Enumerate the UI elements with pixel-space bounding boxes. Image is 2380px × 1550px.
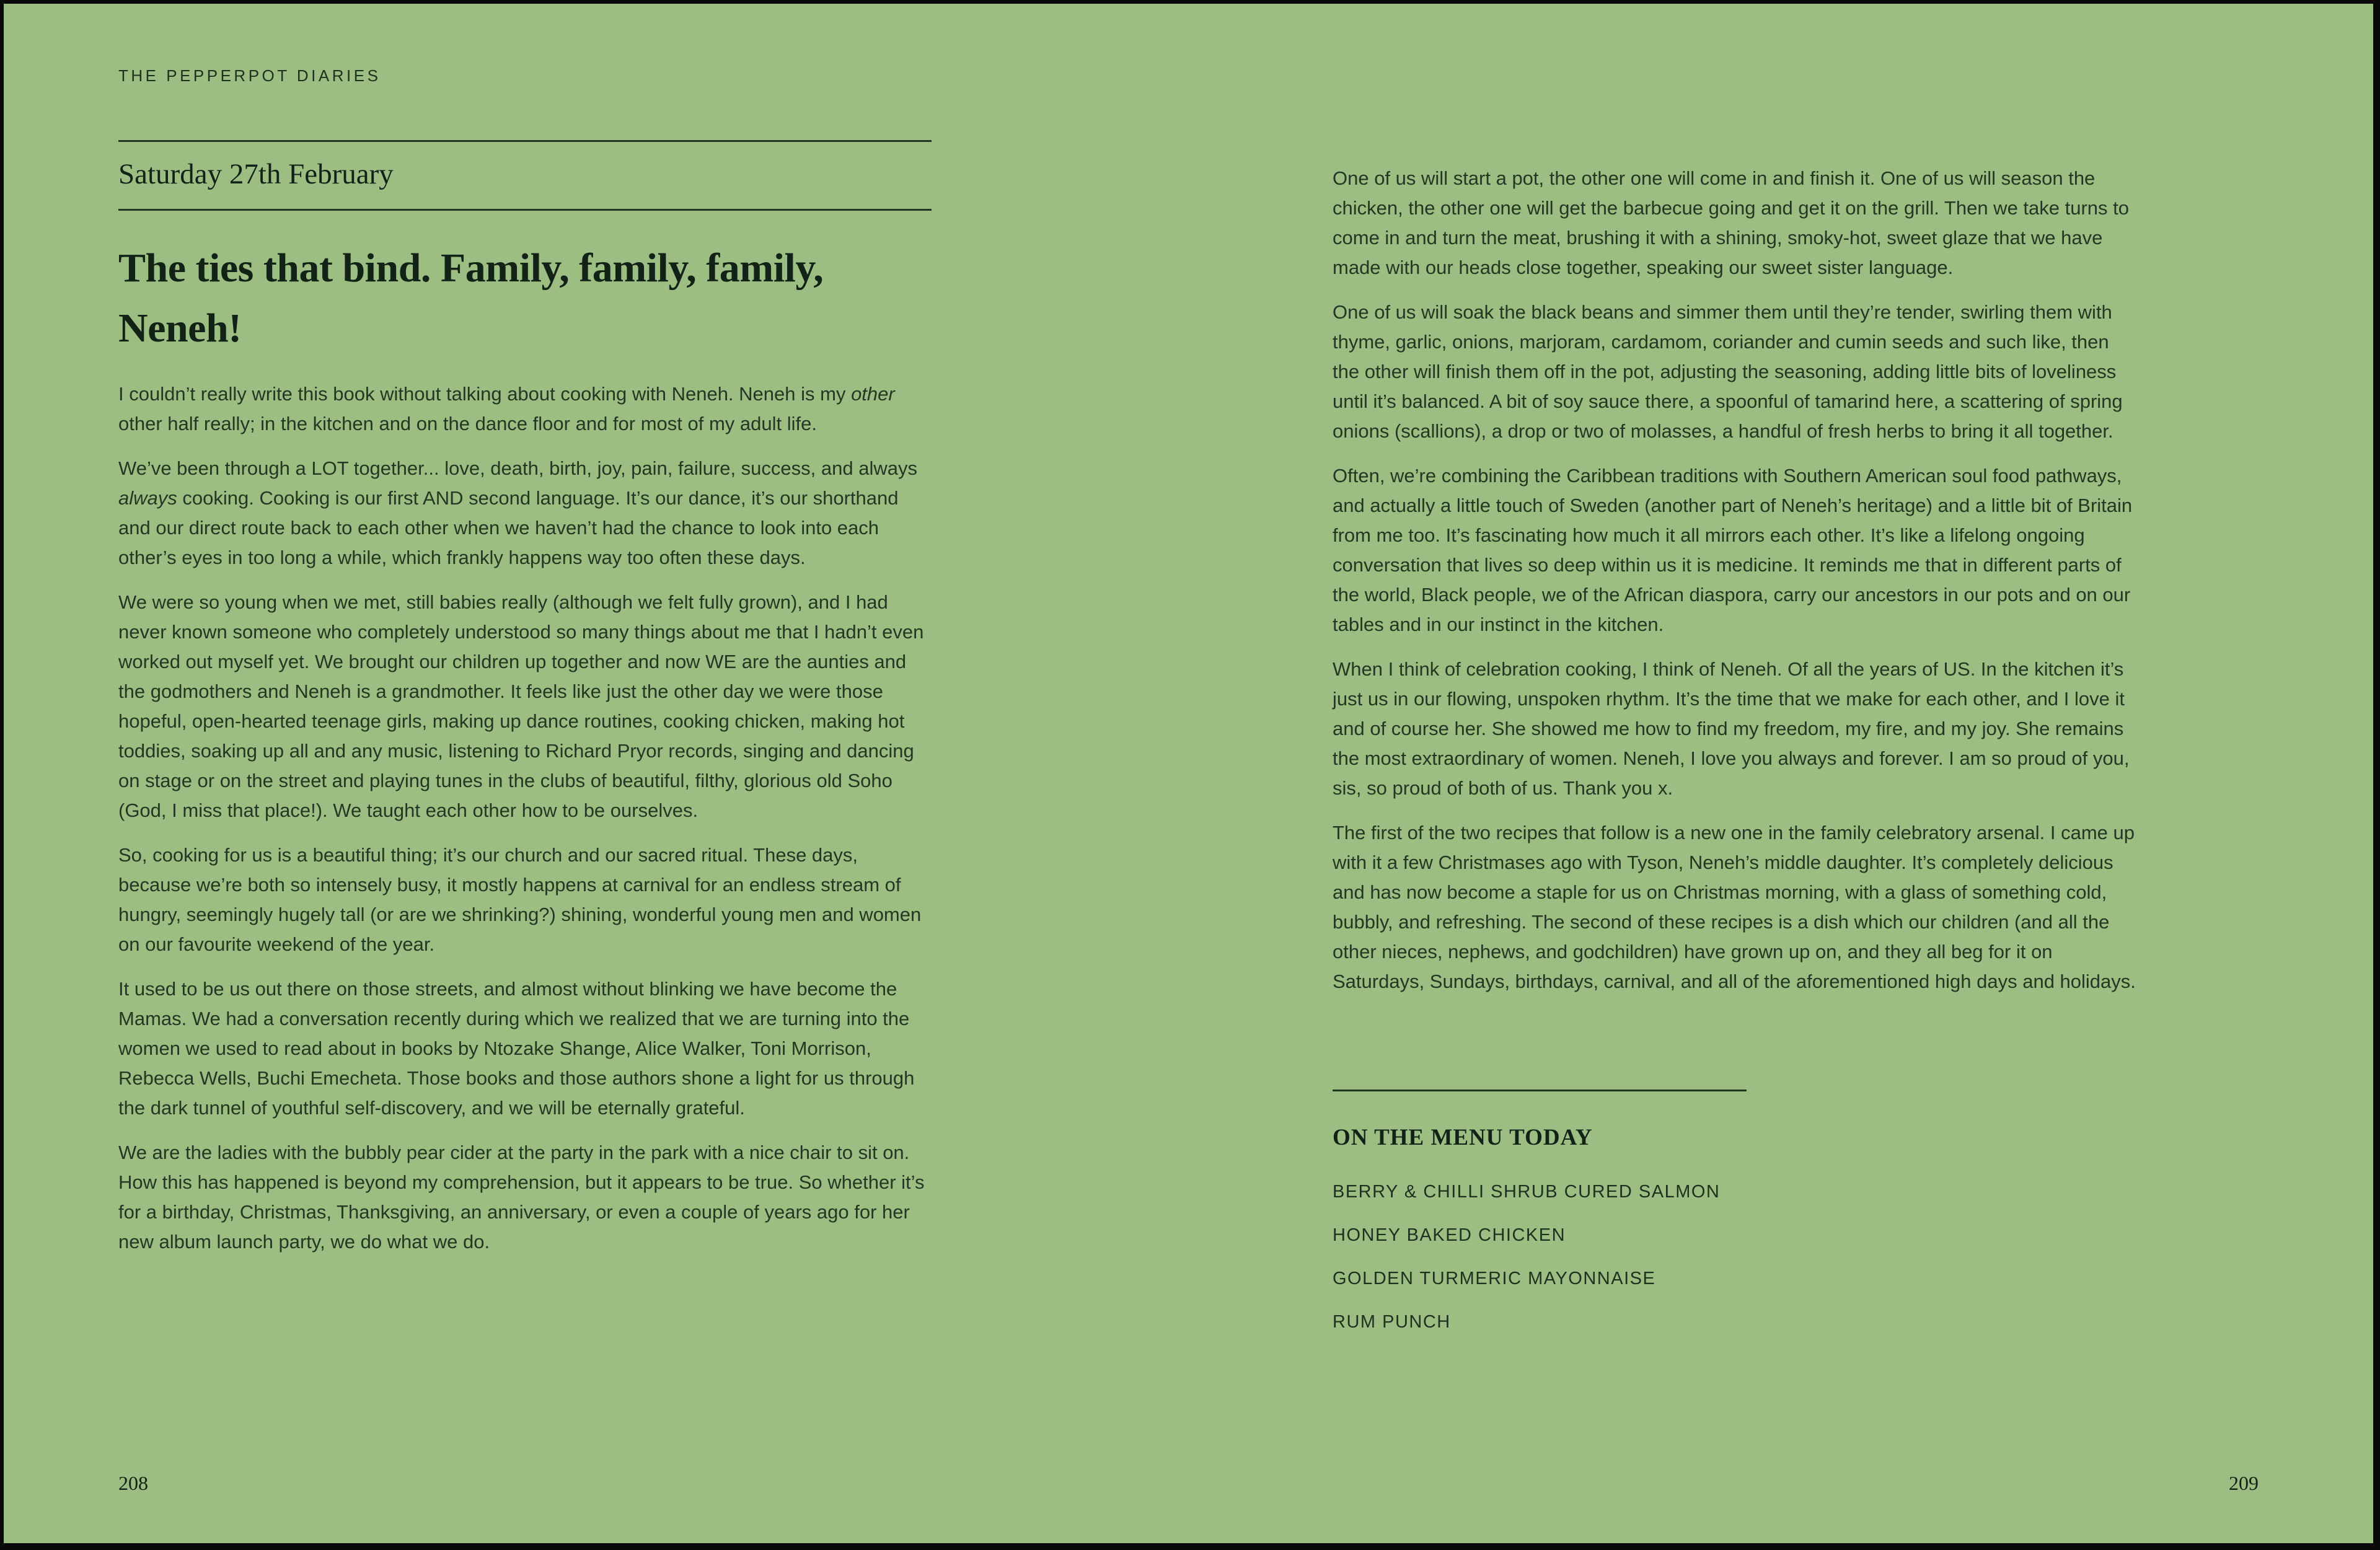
- book-spread: [4, 4, 2373, 1543]
- left-body-text: [118, 379, 932, 1257]
- body-paragraph: The first of the two recipes that follow is a new one in the family celebratory arsenal. I came up with it a few Christmases ago with Tyson, Neneh’s middle daughter. It’s completely delicious and has now become a staple for us on Christmas morning, with a glass of something cold, bubbly, and refreshing. The second of these recipes is a dish which our children (and all the other nieces, nephews, and godchildren) have grown up on, and they all beg for it on Saturdays, Sundays, birthdays, carnival, and all of the aforementioned high days and holidays.: [1333, 822, 2136, 992]
- body-paragraph: [118, 454, 932, 573]
- body-paragraph: So, cooking for us is a beautiful thing; it’s our church and our sacred ritual. These days, because we’re both so intensely busy, it mostly happens at carnival for an endless stream of hungry, seemingly hugely tall (or are we shrinking?) shining, wonderful young men and women on our favourite weekend of the year.: [118, 844, 922, 955]
- body-paragraph: When I think of celebration cooking, I think of Neneh. Of all the years of US. In the kitchen it’s just us in our flowing, unspoken rhythm. It’s the time that we make for each other, and I love it and of course her. She showed me how to find my freedom, my fire, and my joy. She remains the most extraordinary of women. Neneh, I love you always and forever. I am so proud of you, sis, so proud of both of us. Thank you x.: [1333, 658, 2130, 799]
- menu-rule: [1333, 1090, 1747, 1091]
- body-paragraph: One of us will soak the black beans and simmer them until they’re tender, swirling them with thyme, garlic, onions, marjoram, cardamom, coriander and cumin seeds and such like, then the other will finish them off in the pot, adjusting the seasoning, adding little bits of loveliness until it’s balanced. A bit of soy sauce there, a spoonful of tamarind here, a scattering of spring onions (scallions), a drop or two of molasses, a handful of fresh herbs to bring it all together.: [1333, 301, 2123, 442]
- entry-date: Saturday 27th February: [118, 158, 394, 190]
- date-rule-top: [118, 140, 932, 142]
- menu-item: BERRY & CHILLI SHRUB CURED SALMON: [1333, 1182, 1721, 1202]
- body-paragraph: One of us will start a pot, the other one will come in and finish it. One of us will season the chicken, the other one will get the barbecue going and get it on the grill. Then we take turns to come in and turn the meat, brushing it with a shining, smoky-hot, sweet glaze that we have made with our heads close together, speaking our sweet sister language.: [1333, 167, 2130, 278]
- body-paragraph: Often, we’re combining the Caribbean traditions with Southern American soul food pathways, and actually a little touch of Sweden (another part of Neneh’s heritage) and a little bit of Britain from me too. It’s fascinating how much it all mirrors each other. It’s like a lifelong ongoing conversation that lives so deep within us it is medicine. It reminds me that in different parts of the world, Black people, we of the African diaspora, carry our ancestors in our pots and on our tables and in our instinct in the kitchen.: [1333, 465, 2133, 635]
- body-paragraph: We were so young when we met, still babies really (although we felt fully grown), and I had never known someone who completely understood so many things about me that I hadn’t even worked out myself yet. We brought our children up together and now WE are the aunties and the godmothers and Neneh is a grandmother. It feels like just the other day we were those hopeful, open-hearted teenage girls, making up dance routines, cooking chicken, making hot toddies, soaking up all and any music, listening to Richard Pryor records, singing and dancing on stage or on the street and playing tunes in the clubs of beautiful, filthy, glorious old Soho (God, I miss that place!). We taught each other how to be ourselves.: [118, 591, 924, 821]
- date-rule-bottom: [118, 209, 932, 211]
- menu-item: GOLDEN TURMERIC MAYONNAISE: [1333, 1269, 1656, 1288]
- paragraph-text: We’ve been through a LOT together... love, death, birth, joy, pain, failure, success, and always: [118, 457, 917, 479]
- entry-title-line-1: The ties that bind. Family, family, family,: [118, 245, 824, 291]
- body-paragraph: [118, 379, 932, 439]
- running-header: THE PEPPERPOT DIARIES: [118, 66, 381, 85]
- menu-item: HONEY BAKED CHICKEN: [1333, 1225, 1566, 1245]
- entry-title: [118, 238, 932, 358]
- entry-title-line-2: Neneh!: [118, 306, 242, 351]
- paragraph-italic-word: always: [118, 487, 177, 509]
- menu-item: RUM PUNCH: [1333, 1312, 1451, 1332]
- paragraph-text: cooking. Cooking is our first AND second language. It’s our dance, it’s our shorthand and our direct route back to each other when we haven’t had the chance to look into each other’s eyes in too long a while, which frankly happens way too often these days.: [118, 487, 899, 568]
- page-number-right: 209: [2229, 1472, 2259, 1494]
- paragraph-text: I couldn’t really write this book without talking about cooking with Neneh. Neneh is my: [118, 383, 852, 405]
- menu-list: [1333, 1181, 2141, 1333]
- body-paragraph: It used to be us out there on those streets, and almost without blinking we have become the Mamas. We had a conversation recently during which we realized that we are turning into the women we used to read about in books by Ntozake Shange, Alice Walker, Toni Morrison, Rebecca Wells, Buchi Emecheta. Those books and those authors shone a light for us through the dark tunnel of youthful self-discovery, and we will be eternally grateful.: [118, 978, 915, 1119]
- left-page-column: [118, 66, 932, 1272]
- menu-heading: ON THE MENU TODAY: [1333, 1125, 1593, 1150]
- paragraph-italic-word: other: [851, 383, 895, 405]
- page-number-left: 208: [118, 1472, 148, 1494]
- right-page-column: [1333, 164, 2141, 1354]
- body-paragraph: We are the ladies with the bubbly pear cider at the party in the park with a nice chair to sit on. How this has happened is beyond my comprehension, but it appears to be true. So whether it’s for a birthday, Christmas, Thanksgiving, an anniversary, or even a couple of years ago for her new album launch party, we do what we do.: [118, 1142, 925, 1253]
- right-body-text: [1333, 164, 2141, 997]
- paragraph-text: other half really; in the kitchen and on the dance floor and for most of my adult life.: [118, 413, 817, 434]
